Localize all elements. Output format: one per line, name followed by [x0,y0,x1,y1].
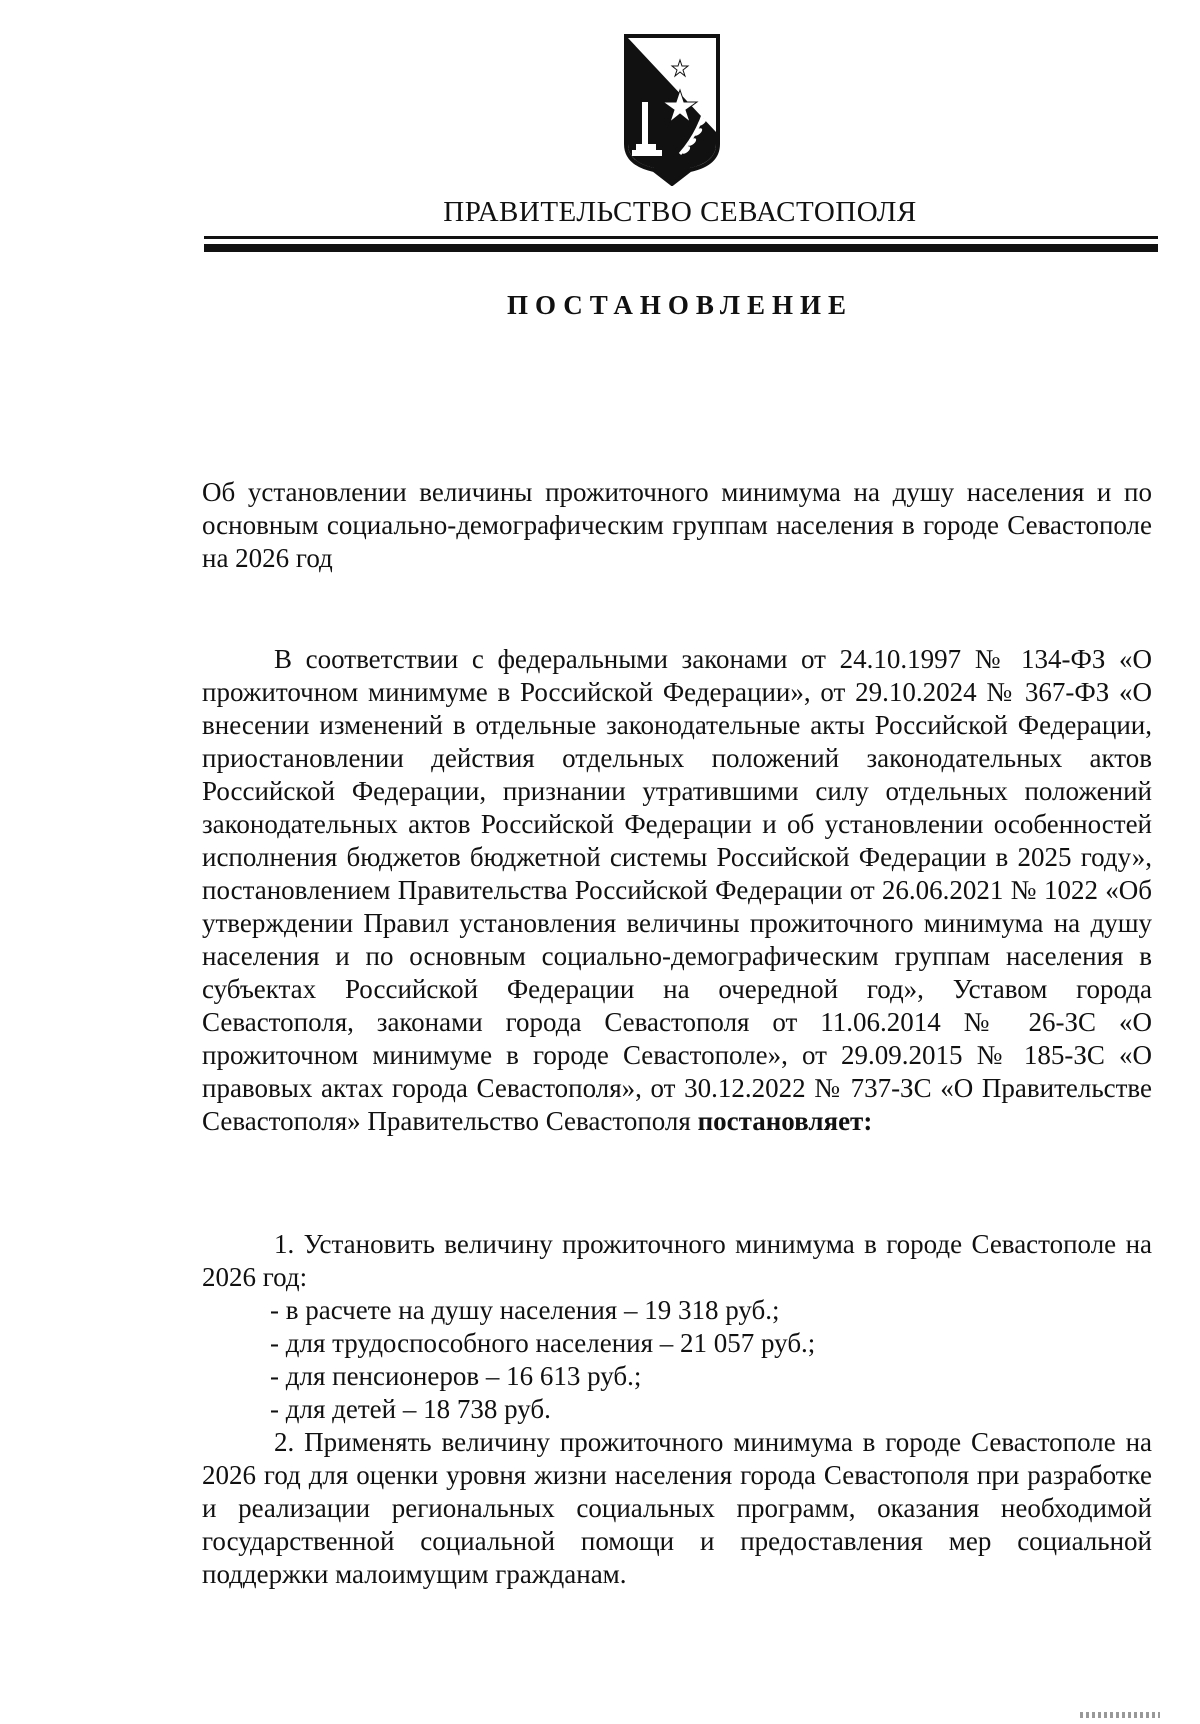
document-subject: Об установлении величины прожиточного минимума на душу населения и по основным социально-демографическим группам населения в городе Севастополе на 2026 год [202,477,1152,573]
list-item: - для детей – 18 738 руб. [270,1394,551,1424]
scan-mark [1080,1712,1160,1718]
subsistence-minimum-list [270,1294,1150,1426]
organization-name: ПРАВИТЕЛЬСТВО СЕВАСТОПОЛЯ [443,196,917,228]
preamble-text: В соответствии с федеральными законами от 24.10.1997 № 134-ФЗ «О прожиточном минимуме в Российской Федерации», от 29.10.2024 № 367-ФЗ «О внесении изменений в отдельные законодательные акты Российской Федерации, приостановлении действия отдельных положений законодательных актов Российской Федерации, признании утратившими силу отдельных положений законодательных актов Российской Федерации и об установлении особенностей исполнения бюджетов бюджетной системы Российской Федерации в 2025 году», постановлением Правительства Российской Федерации от 26.06.2021 № 1022 «Об утверждении Правил установления величины прожиточного минимума на душу населения и по основным социально-демографическим группам населения в субъектах Российской Федерации на очередной год», Уставом города Севастополя, законами города Севастополя от 11.06.2014 № 26-ЗС «О прожиточном минимуме в городе Севастополе», от 29.09.2015 № 185-ЗС «О правовых актах города Севастополя», от 30.12.2022 № 737-ЗС «О Правительстве Севастополя» Правительство Севастополя [202,644,1152,1136]
header-rule-thin [204,236,1158,239]
clause-1: 1. Установить величину прожиточного минимума в городе Севастополе на 2026 год: [202,1229,1152,1292]
list-item: - в расчете на душу населения – 19 318 руб.; [270,1295,780,1325]
preamble-paragraph [202,643,1152,1138]
list-item: - для пенсионеров – 16 613 руб.; [270,1361,642,1391]
coat-of-arms-icon [620,32,724,186]
preamble-verb: постановляет: [697,1106,873,1136]
header-rule-thick [204,244,1158,252]
list-item: - для трудоспособного населения – 21 057 руб.; [270,1328,816,1358]
clause-2: 2. Применять величину прожиточного минимума в городе Севастополе на 2026 год для оценки уровня жизни населения города Севастополя при разработке и реализации региональных социальных программ, оказания необходимой государственной социальной помощи и предоставления мер социальной поддержки малоимущим гражданам. [202,1427,1152,1589]
document-type-title: ПОСТАНОВЛЕНИЕ [506,290,854,320]
